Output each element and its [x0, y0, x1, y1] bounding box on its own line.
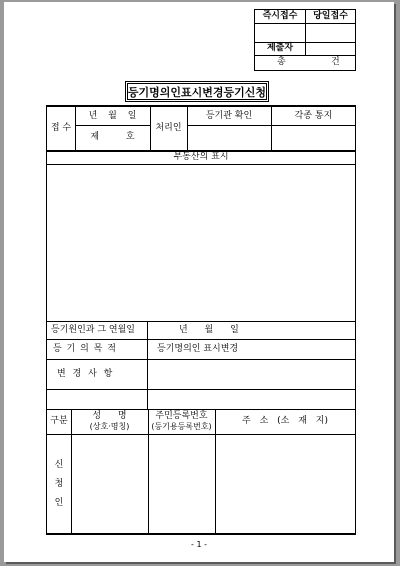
form-title-box [125, 81, 269, 102]
applicant-reg-cell[interactable] [149, 435, 214, 534]
receipt-box [254, 9, 356, 71]
same-day-receipt-label: 당일접수 [313, 11, 348, 21]
property-header: 부동산의 표시 [173, 152, 229, 162]
purpose-label: 등 기 의 목 적 [53, 343, 116, 354]
page-number: - 1 - [191, 540, 207, 549]
form-title: 등기명의인표시변경등기신청 [127, 85, 267, 99]
document-page [4, 2, 394, 562]
col-name: 성 명 [92, 411, 127, 421]
total-label: 총 [277, 57, 286, 67]
processor-label: 처리인 [155, 123, 182, 133]
immediate-receipt-label: 즉시접수 [262, 11, 298, 21]
reception-number-label: 제 호 [90, 132, 135, 142]
purpose-value[interactable]: 등기명의인 표시변경 [157, 343, 239, 354]
change-label: 변 경 사 항 [57, 368, 113, 379]
applicant-name-cell[interactable] [72, 435, 147, 534]
cause-label: 등기원인과 그 연월일 [51, 324, 135, 335]
notice-label: 각종 통지 [294, 110, 333, 121]
cause-value[interactable]: 년 월 일 [179, 324, 239, 335]
col-name-sub: (상호·명칭) [89, 422, 130, 431]
col-reg-sub: (등기용등록번호) [151, 422, 212, 431]
applicant-row-label: 신 청 인 [54, 459, 64, 508]
applicant-address-cell[interactable] [216, 435, 354, 534]
count-unit-label: 건 [331, 57, 340, 67]
col-address: 주 소 (소 재 지) [242, 416, 328, 426]
col-reg: 주민등록번호 [155, 411, 208, 421]
reception-date-label: 년 월 일 [88, 110, 137, 121]
registry-confirm-label: 등기관 확인 [205, 110, 253, 121]
reception-label: 접 수 [50, 123, 72, 133]
application-form [46, 105, 356, 535]
col-division: 구분 [50, 416, 68, 426]
submitter-label: 제출자 [266, 43, 294, 53]
